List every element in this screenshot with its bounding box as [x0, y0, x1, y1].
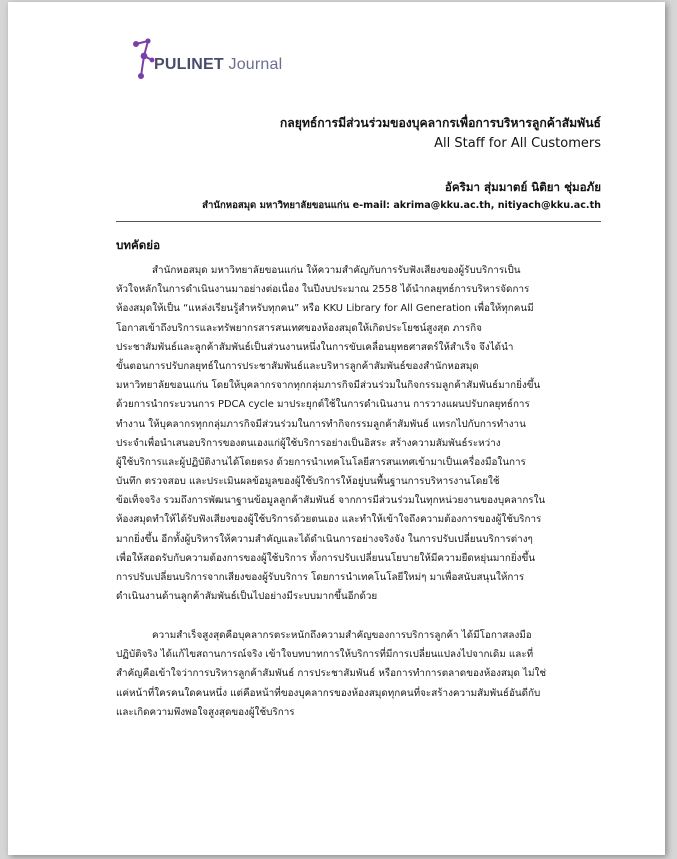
header-divider	[116, 221, 601, 222]
text-line: แค่หน้าที่ใครคนใดคนหนึ่ง แต่คือหน้าที่ของบุคลากรของห้องสมุดทุกคนที่จะสร้างความสัมพันธ์อันดีกับ	[116, 687, 541, 699]
abstract-heading: บทคัดย่อ	[116, 238, 161, 252]
text-line: บันทึก ตรวจสอบ และประเมินผลข้อมูลของผู้ใช้บริการให้อยู่บนพื้นฐานการบริหารงานโดยใช้	[116, 476, 500, 488]
text-line: ประจำเพื่อนำเสนอบริการของตนเองแก่ผู้ใช้บริการอย่างเป็นอิสระ สร้างความสัมพันธ์ระหว่าง	[116, 437, 501, 449]
authors: อัคริมา สุ่มมาตย์ นิติยา ชุ่มอภัย	[444, 180, 601, 194]
document-page	[8, 2, 665, 855]
text-line: ข้อเท็จจริง รวมถึงการพัฒนาฐานข้อมูลลูกค้าสัมพันธ์ จากการมีส่วนร่วมในทุกหน่วยงานของบุคลากรใน	[116, 495, 546, 507]
text-line: มหาวิทยาลัยขอนแก่น โดยให้บุคลากรจากทุกกลุ่มภารกิจมีส่วนร่วมในกิจกรรมลูกค้าสัมพันธ์มากยิ่งขึ้น	[116, 380, 541, 392]
text-line: ห้องสมุดทำให้ได้รับฟังเสียงของผู้ใช้บริการด้วยตนเอง และทำให้เข้าใจถึงความต้องการของผู้ใช้บริการ	[116, 514, 542, 526]
title-english: All Staff for All Customers	[434, 136, 601, 151]
abstract-paragraph-1	[116, 261, 601, 606]
text-line: ปฏิบัติจริง ได้แก้ไขสถานการณ์จริง เข้าใจบทบาทการให้บริการที่มีการเปลี่ยนแปลงไปจากเดิม และที่	[116, 649, 534, 661]
text-line: มากยิ่งขึ้น อีกทั้งผู้บริหารให้ความสำคัญและได้ดำเนินการอย่างจริงจัง ในการปรับเปลี่ยนบริการต่างๆ	[116, 533, 533, 545]
text-line: ห้องสมุดให้เป็น “แหล่งเรียนรู้สำหรับทุกคน” หรือ KKU Library for All Generation เพื่อให้ทุกคนมี	[116, 303, 534, 315]
text-line: สำคัญคือเข้าใจว่าการบริหารลูกค้าสัมพันธ์ การประชาสัมพันธ์ หรือการทำการตลาดของห้องสมุด ไม่ใช่	[116, 668, 547, 680]
text-line: และเกิดความพึงพอใจสูงสุดของผู้ใช้บริการ	[116, 706, 295, 718]
network-molecule-icon	[132, 36, 156, 86]
title-thai: กลยุทธ์การมีส่วนร่วมของบุคลากรเพื่อการบริหารลูกค้าสัมพันธ์	[279, 116, 601, 130]
text-line: ประชาสัมพันธ์และลูกค้าสัมพันธ์เป็นส่วนงานหนึ่งในการขับเคลื่อนยุทธศาสตร์ให้สำเร็จ จึงได้นำ	[116, 341, 514, 353]
journal-name-part2: Journal	[223, 56, 283, 73]
journal-name	[154, 56, 282, 74]
text-line: ขั้นตอนการปรับกลยุทธ์ในการประชาสัมพันธ์และบริหารลูกค้าสัมพันธ์ของสำนักหอสมุด	[116, 360, 479, 372]
text-line: การปรับเปลี่ยนบริการจากเสียงของผู้รับบริการ โดยการนำเทคโนโลยีใหม่ๆ มาเพื่อสนับสนุนให้การ	[116, 572, 525, 583]
text-line: ด้วยการนำกระบวนการ PDCA cycle มาประยุกต์ใช้ในการดำเนินงาน การวางแผนปรับกลยุทธ์การ	[116, 399, 530, 411]
abstract-paragraph-2	[116, 626, 601, 722]
journal-name-part1: PULINET	[154, 56, 224, 73]
text-line: ความสำเร็จสูงสุดคือบุคลากรตระหนักถึงความสำคัญของการบริการลูกค้า ได้มีโอกาสลงมือ	[152, 630, 532, 641]
text-line: ผู้ใช้บริการและผู้ปฏิบัติงานได้โดยตรง ด้วยการนำเทคโนโลยีสารสนเทศเข้ามาเป็นเครื่องมือในการ	[116, 456, 526, 468]
text-line: ทำงาน ให้บุคลากรทุกกลุ่มภารกิจมีส่วนร่วมในการทำกิจกรรมลูกค้าสัมพันธ์ แทรกไปกับการทำงาน	[116, 418, 526, 430]
text-line: หัวใจหลักในการดำเนินงานมาอย่างต่อเนื่อง ในปีงบประมาณ 2558 ได้นำกลยุทธ์การบริหารจัดการ	[116, 284, 530, 296]
text-line: ดำเนินงานด้านลูกค้าสัมพันธ์เป็นไปอย่างมีระบบมากขึ้นอีกด้วย	[116, 591, 378, 603]
text-line: สำนักหอสมุด มหาวิทยาลัยขอนแก่น ให้ความสำคัญกับการรับฟังเสียงของผู้รับบริการเป็น	[152, 265, 521, 276]
text-line: โอกาสเข้าถึงบริการและทรัพยากรสารสนเทศของห้องสมุดให้เกิดประโยชน์สูงสุด ภารกิจ	[116, 322, 482, 334]
text-line: เพื่อให้สอดรับกับความต้องการของผู้ใช้บริการ ทั้งการปรับเปลี่ยนนโยบายให้มีความยืดหยุ่นมากยิ่งขึ้น	[116, 552, 535, 564]
journal-logo	[132, 36, 332, 92]
affiliation: สำนักหอสมุด มหาวิทยาลัยขอนแก่น e-mail: akrima@kku.ac.th, nitiyach@kku.ac.th	[202, 200, 601, 211]
